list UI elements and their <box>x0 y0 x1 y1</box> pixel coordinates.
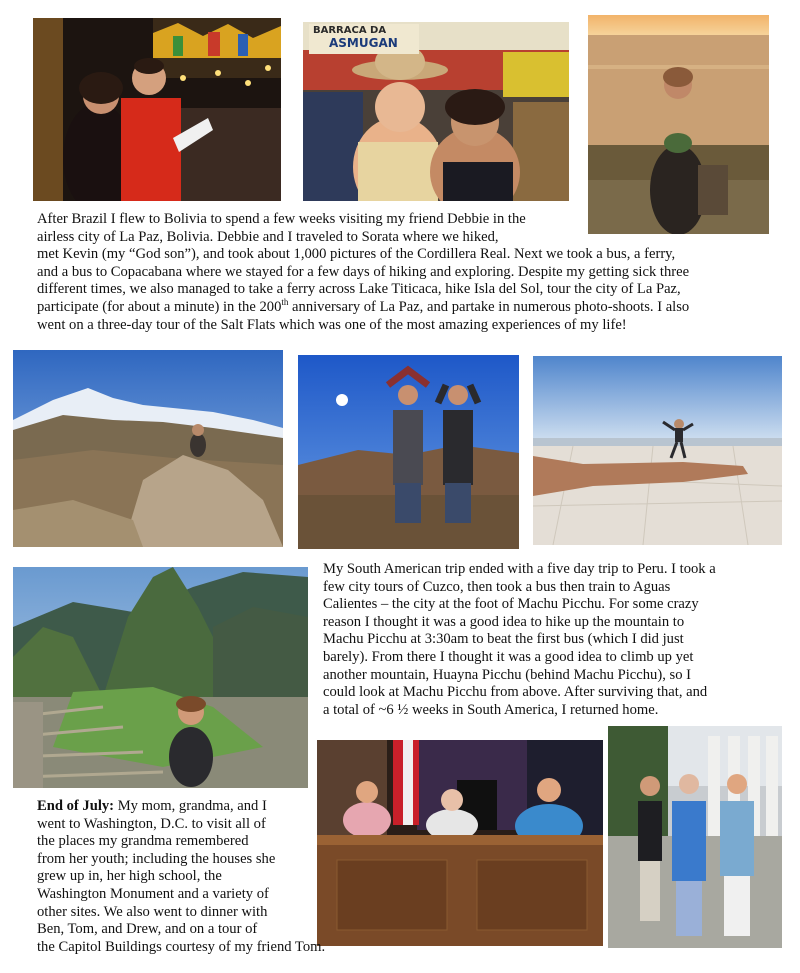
peru-line-8: could look at Machu Picchu from above. After surviving that, and <box>323 684 708 701</box>
washington-line-8: Ben, Tom, and Drew, and on a tour of <box>37 921 258 938</box>
bolivia-paragraph <box>37 211 689 334</box>
photo-lake-sunset <box>588 15 769 234</box>
peru-line-7: another mountain, Huayna Picchu (behind Machu Picchu), so I <box>323 666 691 683</box>
photo-barraca-market <box>303 22 569 201</box>
photo-ww2-memorial <box>608 726 782 948</box>
washington-line-1-text: My mom, grandma, and I <box>114 798 267 814</box>
photo-friends-moon <box>298 355 519 549</box>
washington-line-7: other sites. We also went to dinner with <box>37 903 268 920</box>
washington-heading: End of July: <box>37 798 115 814</box>
bolivia-line-7: went on a three-day tour of the Salt Flats which was one of the most amazing experiences of my life! <box>37 316 627 333</box>
photo-machu-picchu <box>13 567 308 788</box>
washington-line-3: the places my grandma remembered <box>37 833 249 850</box>
peru-line-1: My South American trip ended with a five day trip to Peru. I took a <box>323 561 716 577</box>
peru-line-6: barely). From there I thought it was a good idea to climb up yet <box>323 648 694 665</box>
bolivia-line-6-a: participate (for about a minute) in the 200 <box>37 298 282 315</box>
photo-salt-flats <box>533 356 782 545</box>
bolivia-line-3: met Kevin (my “God son”), and took about 1,000 pictures of the Cordillera Real. Next we took a bus, a ferry, <box>37 246 676 263</box>
barraca-sign-line1: BARRACA DA <box>313 25 387 36</box>
washington-line-9: the Capitol Buildings courtesy of my friend Tom. <box>37 938 326 955</box>
washington-line-5: grew up in, her high school, the <box>37 868 222 885</box>
barraca-sign <box>309 24 419 54</box>
washington-line-1 <box>37 798 325 816</box>
peru-paragraph <box>323 561 716 719</box>
bolivia-line-4: and a bus to Copacabana where we stayed for a few days of hiking and exploring. Despite my getting sick three <box>37 263 690 280</box>
washington-paragraph <box>37 798 325 956</box>
photo-capitol-chamber <box>317 740 603 946</box>
photo-cordillera-hike <box>13 350 283 547</box>
washington-line-2: went to Washington, D.C. to visit all of <box>37 815 266 832</box>
peru-line-5: Machu Picchu at 3:30am to beat the first bus (which I did just <box>323 631 684 648</box>
photo-carnival-night <box>33 18 281 201</box>
peru-line-2: few city tours of Cuzco, then took a bus then train to Aguas <box>323 578 671 595</box>
bolivia-line-1: After Brazil I flew to Bolivia to spend a few weeks visiting my friend Debbie in the <box>37 211 526 227</box>
peru-line-4: reason I thought it was a good idea to hike up the mountain to <box>323 613 685 630</box>
bolivia-line-6-b: anniversary of La Paz, and partake in numerous photo-shoots. I also <box>288 298 690 315</box>
barraca-sign-line2: ASMUGAN <box>329 36 398 50</box>
washington-line-6: Washington Monument and a variety of <box>37 885 269 902</box>
bolivia-line-2: airless city of La Paz, Bolivia. Debbie and I traveled to Sorata where we hiked, <box>37 228 499 245</box>
washington-line-4: from her youth; including the houses she <box>37 850 276 867</box>
peru-line-9: a total of ~6 ½ weeks in South America, I returned home. <box>323 701 659 718</box>
bolivia-line-6 <box>37 299 689 317</box>
bolivia-line-6-sup: th <box>281 297 289 308</box>
peru-line-3: Calientes – the city at the foot of Machu Picchu. For some crazy <box>323 596 699 613</box>
bolivia-line-5: different times, we also managed to take a ferry across Lake Titicaca, hike Isla del Sol, tour the city of La Paz, <box>37 281 681 298</box>
